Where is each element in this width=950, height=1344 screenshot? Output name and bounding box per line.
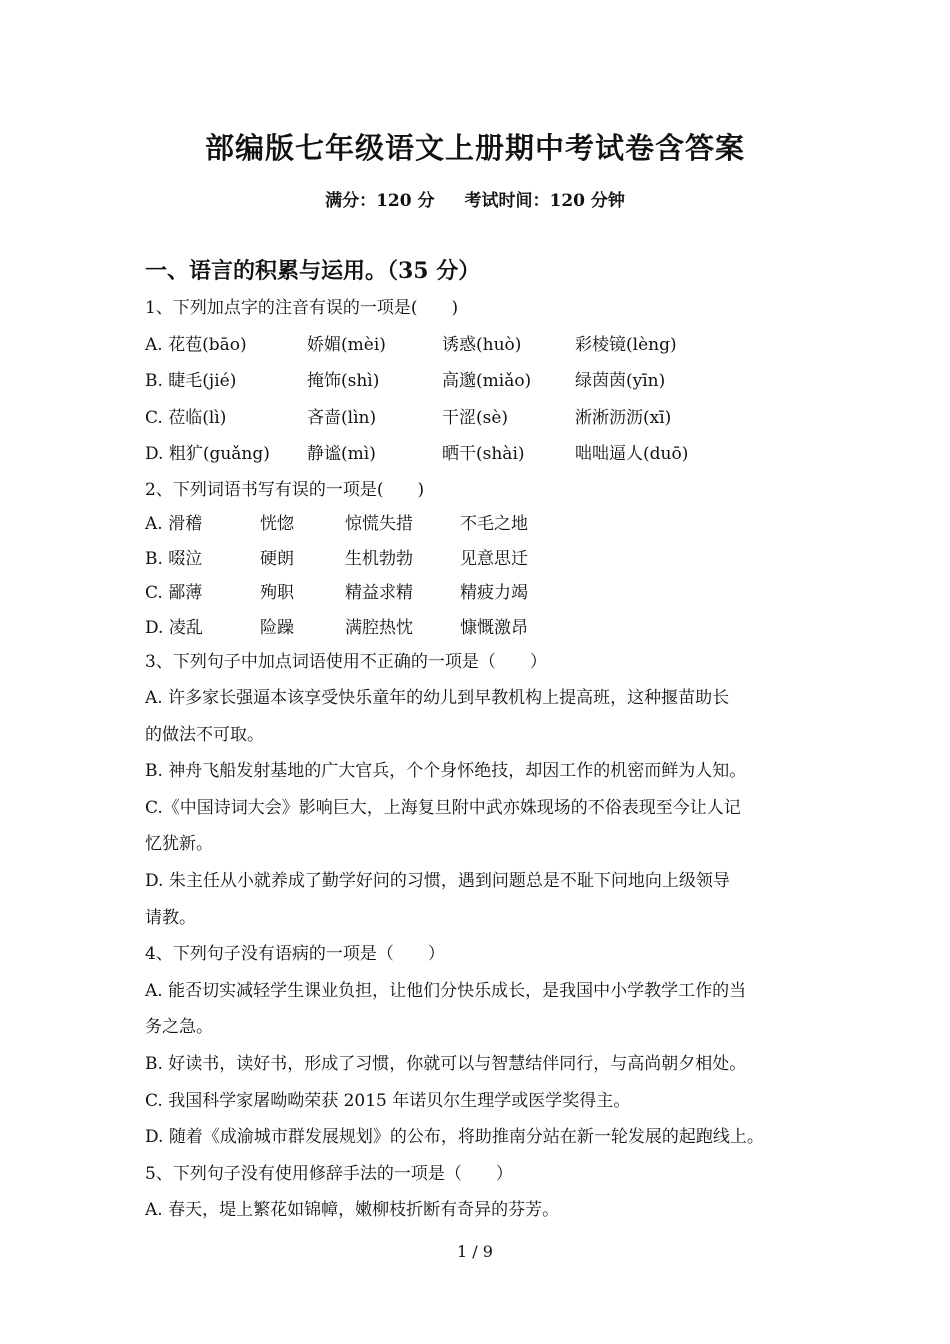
question-stem: 1、下列加点字的注音有误的一项是( ) — [145, 298, 459, 318]
option-cell: 不毛之地 — [460, 514, 528, 535]
question-stem: 3、下列句子中加点词语使用不正确的一项是（ ） — [145, 652, 547, 673]
option-cell: 娇媚(mèi) — [307, 334, 386, 355]
option-row — [145, 542, 815, 577]
question-text-line: 忆犹新。 — [145, 834, 213, 855]
option-cell: 精疲力竭 — [460, 583, 528, 604]
question-text-line: 务之急。 — [145, 1017, 213, 1038]
option-cell: D. 凌乱 — [145, 617, 203, 638]
question-text-line: 的做法不可取。 — [145, 724, 264, 745]
option-cell: C. 鄙薄 — [145, 583, 203, 604]
option-cell: 惊慌失措 — [345, 514, 413, 535]
option-cell: 诱惑(huò) — [442, 334, 522, 355]
exam-info — [0, 186, 950, 211]
option-row — [145, 327, 815, 364]
question-text-line: B. 神舟飞船发射基地的广大官兵，个个身怀绝技，却因工作的机密而鲜为人知。 — [145, 761, 747, 782]
option-cell: B. 啜泣 — [145, 548, 203, 569]
option-cell: 生机勃勃 — [345, 548, 413, 569]
option-cell: 淅淅沥沥(xī) — [575, 407, 672, 428]
document-title: 部编版七年级语文上册期中考试卷含答案 — [204, 131, 745, 165]
option-cell: 干涩(sè) — [442, 407, 509, 428]
option-cell: 彩棱镜(lèng) — [575, 334, 677, 355]
option-row — [145, 400, 815, 437]
option-row — [145, 611, 815, 646]
option-row — [145, 507, 815, 542]
question-text-line: A. 许多家长强逼本该享受快乐童年的幼儿到早教机构上提高班，这种揠苗助长 — [145, 687, 730, 708]
time-info: 考试时间：120 分钟 — [464, 191, 625, 211]
option-cell: 静谧(mì) — [307, 444, 376, 465]
question-stem: 5、下列句子没有使用修辞手法的一项是（ ） — [145, 1163, 513, 1184]
question-stem: 2、下列词语书写有误的一项是( ) — [145, 479, 425, 500]
option-cell: A. 滑稽 — [145, 514, 203, 535]
question-text-line: D. 随着《成渝城市群发展规划》的公布，将助推南分站在新一轮发展的起跑线上。 — [145, 1127, 764, 1148]
option-cell: D. 粗犷(guǎng) — [145, 444, 270, 465]
option-cell: 殉职 — [260, 583, 294, 604]
option-cell: 晒干(shài) — [442, 444, 525, 465]
option-cell: 吝啬(lìn) — [307, 407, 377, 428]
question-text-line: C.《中国诗词大会》影响巨大，上海复旦附中武亦姝现场的不俗表现至今让人记 — [145, 797, 741, 818]
option-row — [145, 363, 815, 400]
option-cell: C. 莅临(lì) — [145, 407, 227, 428]
option-cell: 险躁 — [260, 617, 294, 638]
option-row — [145, 436, 815, 473]
page-number: 1 / 9 — [457, 1242, 493, 1261]
option-cell: A. 花苞(bāo) — [145, 334, 247, 355]
option-cell: 绿茵茵(yīn) — [575, 371, 666, 392]
option-cell: 咄咄逼人(duō) — [575, 444, 689, 465]
question-text-line: B. 好读书，读好书，形成了习惯，你就可以与智慧结伴同行，与高尚朝夕相处。 — [145, 1053, 747, 1074]
option-cell: 恍惚 — [260, 514, 294, 535]
section-heading: 一、语言的积累与运用。（35 分） — [145, 258, 481, 284]
option-cell: 见意思迁 — [460, 548, 528, 569]
question-text-line: 请教。 — [145, 907, 196, 928]
option-cell: 精益求精 — [345, 583, 413, 604]
option-cell: 高邈(miǎo) — [442, 371, 532, 392]
option-row — [145, 576, 815, 611]
option-cell: 硬朗 — [260, 548, 294, 569]
option-cell: 满腔热忱 — [345, 617, 413, 638]
question-text-line: A. 春天，堤上繁花如锦幛，嫩柳枝折断有奇异的芬芳。 — [145, 1200, 560, 1221]
score-info: 满分：120 分 — [325, 191, 435, 211]
question-text-line: C. 我国科学家屠呦呦荣获 2015 年诺贝尔生理学或医学奖得主。 — [145, 1090, 631, 1111]
question-stem: 4、下列句子没有语病的一项是（ ） — [145, 944, 445, 965]
questions-body — [145, 290, 815, 1229]
option-cell: B. 睫毛(jié) — [145, 371, 237, 392]
question-text-line: D. 朱主任从小就养成了勤学好问的习惯，遇到问题总是不耻下问地向上级领导 — [145, 870, 730, 891]
question-text-line: A. 能否切实减轻学生课业负担，让他们分快乐成长，是我国中小学教学工作的当 — [145, 980, 747, 1001]
option-cell: 慷慨激昂 — [460, 617, 528, 638]
option-cell: 掩饰(shì) — [307, 371, 380, 392]
